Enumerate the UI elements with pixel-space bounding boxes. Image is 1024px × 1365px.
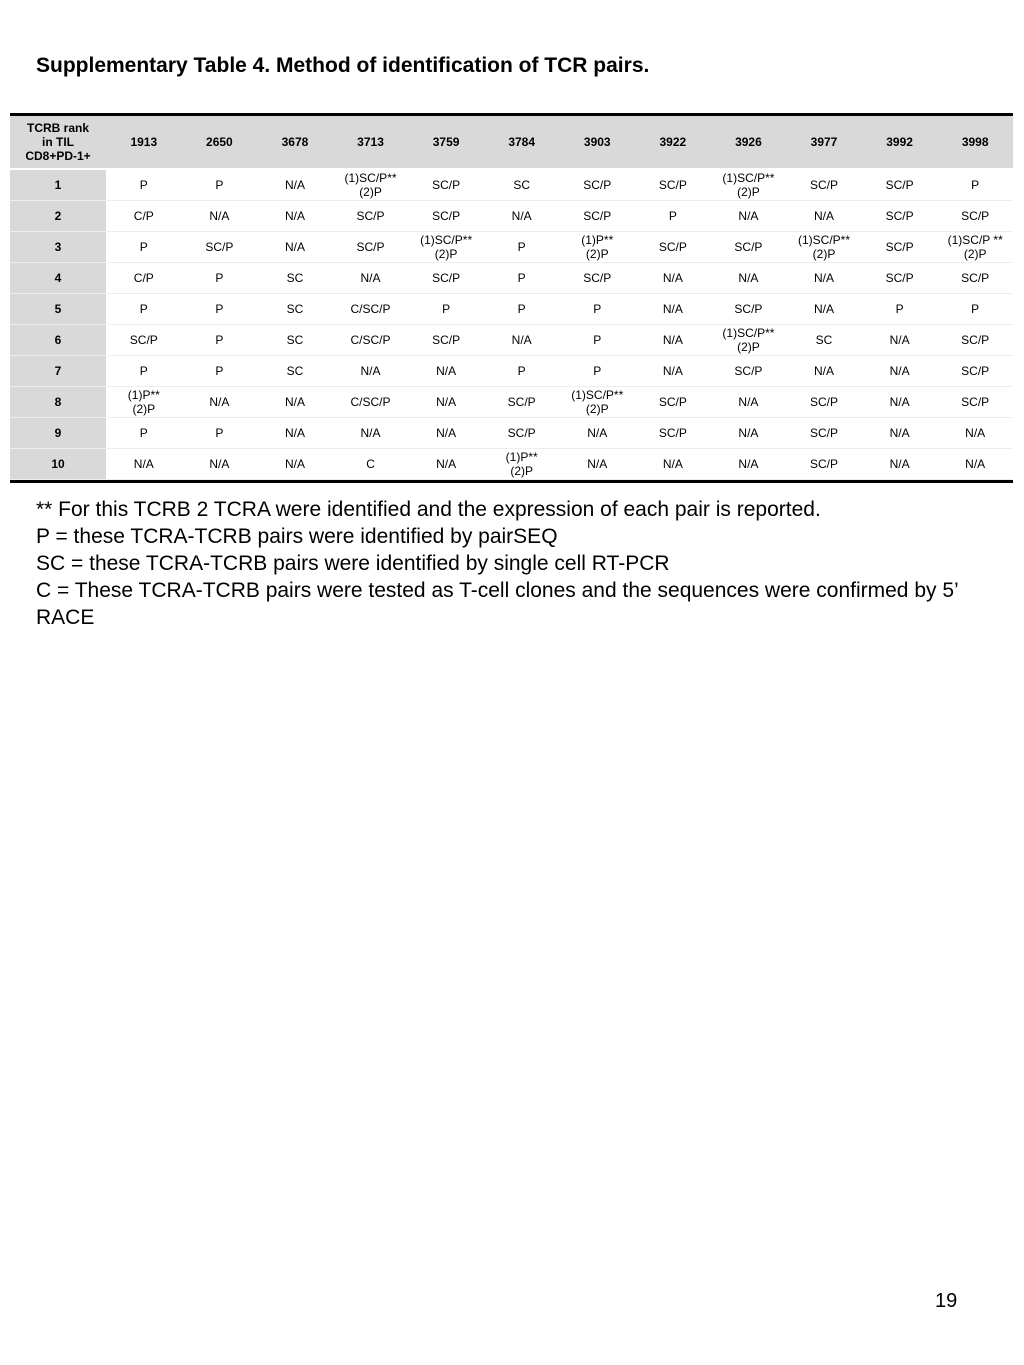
table-cell: P bbox=[106, 231, 182, 262]
table-cell: N/A bbox=[257, 417, 333, 448]
table-cell: N/A bbox=[257, 200, 333, 231]
table-cell: N/A bbox=[484, 324, 560, 355]
table-cell: (1)SC/P** (2)P bbox=[333, 169, 409, 200]
table-cell: N/A bbox=[862, 417, 938, 448]
note-double-asterisk: ** For this TCRB 2 TCRA were identified and the expression of each pair is reported. bbox=[36, 498, 821, 521]
table-cell: SC/P bbox=[937, 386, 1013, 417]
tcr-pairs-table bbox=[10, 116, 1013, 480]
table-cell: P bbox=[182, 293, 258, 324]
table-cell: P bbox=[182, 262, 258, 293]
table-cell: SC/P bbox=[786, 169, 862, 200]
rank-cell: 8 bbox=[10, 386, 106, 417]
table-row bbox=[10, 200, 1013, 231]
table-cell: P bbox=[182, 355, 258, 386]
table-row bbox=[10, 448, 1013, 479]
column-header: 3903 bbox=[559, 116, 635, 169]
table-cell: N/A bbox=[786, 262, 862, 293]
table-cell: P bbox=[106, 169, 182, 200]
table-cell: SC/P bbox=[711, 355, 787, 386]
page-number: 19 bbox=[935, 1290, 958, 1312]
table-cell: P bbox=[182, 169, 258, 200]
table-cell: SC/P bbox=[786, 417, 862, 448]
table-cell: SC/P bbox=[635, 169, 711, 200]
table-cell: P bbox=[106, 293, 182, 324]
table-cell: P bbox=[559, 293, 635, 324]
table-cell: N/A bbox=[711, 417, 787, 448]
table-cell: SC bbox=[257, 355, 333, 386]
table-cell: SC/P bbox=[408, 324, 484, 355]
table-cell: N/A bbox=[182, 448, 258, 479]
table-cell: SC bbox=[257, 324, 333, 355]
table-cell: N/A bbox=[333, 355, 409, 386]
note-p-definition: P = these TCRA-TCRB pairs were identified by pairSEQ bbox=[36, 525, 558, 548]
table-cell: N/A bbox=[182, 200, 258, 231]
table-cell: N/A bbox=[635, 355, 711, 386]
table-cell: P bbox=[484, 293, 560, 324]
table-cell: N/A bbox=[559, 417, 635, 448]
table-cell: N/A bbox=[257, 386, 333, 417]
table-cell: N/A bbox=[862, 324, 938, 355]
table-cell: SC/P bbox=[862, 200, 938, 231]
table-cell: SC/P bbox=[408, 262, 484, 293]
table-cell: SC/P bbox=[408, 169, 484, 200]
rank-cell: 10 bbox=[10, 448, 106, 479]
table-cell: N/A bbox=[862, 355, 938, 386]
table-header-row bbox=[10, 116, 1013, 169]
table-cell: N/A bbox=[559, 448, 635, 479]
table-cell: SC bbox=[786, 324, 862, 355]
table-cell: SC/P bbox=[559, 262, 635, 293]
column-header: 3992 bbox=[862, 116, 938, 169]
table-cell: P bbox=[106, 417, 182, 448]
table-cell: N/A bbox=[635, 324, 711, 355]
table-row bbox=[10, 231, 1013, 262]
table-cell: SC/P bbox=[333, 200, 409, 231]
table-row bbox=[10, 417, 1013, 448]
table-cell: N/A bbox=[711, 200, 787, 231]
table-row bbox=[10, 355, 1013, 386]
table-cell: SC/P bbox=[182, 231, 258, 262]
rank-cell: 4 bbox=[10, 262, 106, 293]
table-cell: P bbox=[635, 200, 711, 231]
table-cell: C/SC/P bbox=[333, 324, 409, 355]
rank-cell: 1 bbox=[10, 169, 106, 200]
table-cell: SC/P bbox=[559, 200, 635, 231]
table-cell: P bbox=[182, 324, 258, 355]
table-cell: (1)P** (2)P bbox=[484, 448, 560, 479]
table-cell: (1)SC/P** (2)P bbox=[711, 324, 787, 355]
rank-cell: 9 bbox=[10, 417, 106, 448]
table-cell: SC/P bbox=[786, 448, 862, 479]
corner-header: TCRB rank in TIL CD8+PD-1+ bbox=[10, 116, 106, 169]
table-row bbox=[10, 324, 1013, 355]
column-header: 2650 bbox=[182, 116, 258, 169]
column-header: 3977 bbox=[786, 116, 862, 169]
table-cell: N/A bbox=[257, 448, 333, 479]
table-cell: (1)P** (2)P bbox=[106, 386, 182, 417]
table-cell: N/A bbox=[408, 448, 484, 479]
page-title: Supplementary Table 4. Method of identification of TCR pairs. bbox=[36, 54, 650, 77]
table-row bbox=[10, 169, 1013, 200]
table-cell: P bbox=[106, 355, 182, 386]
table-cell: N/A bbox=[182, 386, 258, 417]
table-cell: C/P bbox=[106, 262, 182, 293]
table-cell: C/SC/P bbox=[333, 386, 409, 417]
table-cell: SC/P bbox=[862, 262, 938, 293]
table-cell: N/A bbox=[333, 417, 409, 448]
table-cell: SC/P bbox=[862, 231, 938, 262]
table-cell: (1)SC/P ** (2)P bbox=[937, 231, 1013, 262]
table-cell: N/A bbox=[635, 262, 711, 293]
note-sc-definition: SC = these TCRA-TCRB pairs were identified by single cell RT-PCR bbox=[36, 552, 670, 575]
rank-cell: 5 bbox=[10, 293, 106, 324]
table-cell: P bbox=[484, 355, 560, 386]
table-cell: N/A bbox=[711, 386, 787, 417]
table-cell: SC/P bbox=[937, 324, 1013, 355]
table-cell: N/A bbox=[786, 293, 862, 324]
table-cell: (1)SC/P** (2)P bbox=[559, 386, 635, 417]
table-cell: SC/P bbox=[559, 169, 635, 200]
table-cell: P bbox=[484, 231, 560, 262]
table-cell: (1)SC/P** (2)P bbox=[408, 231, 484, 262]
table-cell: SC/P bbox=[408, 200, 484, 231]
column-header: 3759 bbox=[408, 116, 484, 169]
table-cell: N/A bbox=[408, 386, 484, 417]
table-cell: SC/P bbox=[484, 417, 560, 448]
table-cell: SC/P bbox=[862, 169, 938, 200]
table-cell: SC/P bbox=[711, 231, 787, 262]
table-cell: N/A bbox=[937, 417, 1013, 448]
table-row bbox=[10, 293, 1013, 324]
table-notes bbox=[36, 496, 1006, 631]
table-cell: N/A bbox=[862, 448, 938, 479]
table-cell: SC/P bbox=[106, 324, 182, 355]
column-header: 3922 bbox=[635, 116, 711, 169]
table-cell: P bbox=[182, 417, 258, 448]
table-cell: P bbox=[408, 293, 484, 324]
table-cell: SC bbox=[257, 262, 333, 293]
table-cell: C/P bbox=[106, 200, 182, 231]
table-cell: SC/P bbox=[937, 200, 1013, 231]
rank-cell: 2 bbox=[10, 200, 106, 231]
table-cell: N/A bbox=[711, 448, 787, 479]
table-cell: (1)SC/P** (2)P bbox=[786, 231, 862, 262]
table-cell: N/A bbox=[106, 448, 182, 479]
tcr-pairs-table-container bbox=[10, 113, 1013, 483]
table-cell: N/A bbox=[635, 448, 711, 479]
table-cell: SC bbox=[257, 293, 333, 324]
column-header: 3784 bbox=[484, 116, 560, 169]
column-header: 3678 bbox=[257, 116, 333, 169]
rank-cell: 7 bbox=[10, 355, 106, 386]
table-cell: SC/P bbox=[937, 355, 1013, 386]
table-cell: SC/P bbox=[635, 386, 711, 417]
table-cell: C bbox=[333, 448, 409, 479]
table-cell: (1)P** (2)P bbox=[559, 231, 635, 262]
note-c-definition: C = These TCRA-TCRB pairs were tested as T-cell clones and the sequences were confirmed by 5’ RACE bbox=[36, 579, 958, 629]
table-cell: N/A bbox=[257, 231, 333, 262]
table-cell: N/A bbox=[408, 355, 484, 386]
table-cell: N/A bbox=[408, 417, 484, 448]
table-cell: P bbox=[937, 169, 1013, 200]
table-cell: N/A bbox=[937, 448, 1013, 479]
table-cell: P bbox=[559, 355, 635, 386]
table-cell: C/SC/P bbox=[333, 293, 409, 324]
table-cell: SC/P bbox=[635, 231, 711, 262]
table-cell: P bbox=[862, 293, 938, 324]
table-cell: N/A bbox=[862, 386, 938, 417]
table-cell: SC/P bbox=[937, 262, 1013, 293]
column-header: 3713 bbox=[333, 116, 409, 169]
table-cell: N/A bbox=[333, 262, 409, 293]
table-cell: P bbox=[559, 324, 635, 355]
table-cell: SC/P bbox=[484, 386, 560, 417]
table-cell: N/A bbox=[711, 262, 787, 293]
table-cell: SC/P bbox=[786, 386, 862, 417]
table-cell: N/A bbox=[786, 200, 862, 231]
table-row bbox=[10, 386, 1013, 417]
column-header: 1913 bbox=[106, 116, 182, 169]
column-header: 3926 bbox=[711, 116, 787, 169]
table-cell: (1)SC/P** (2)P bbox=[711, 169, 787, 200]
table-cell: SC/P bbox=[333, 231, 409, 262]
table-body bbox=[10, 169, 1013, 479]
table-cell: P bbox=[484, 262, 560, 293]
table-cell: N/A bbox=[786, 355, 862, 386]
table-cell: N/A bbox=[257, 169, 333, 200]
table-cell: SC/P bbox=[635, 417, 711, 448]
column-header: 3998 bbox=[937, 116, 1013, 169]
table-cell: SC/P bbox=[711, 293, 787, 324]
rank-cell: 3 bbox=[10, 231, 106, 262]
table-row bbox=[10, 262, 1013, 293]
table-cell: N/A bbox=[635, 293, 711, 324]
rank-cell: 6 bbox=[10, 324, 106, 355]
table-cell: P bbox=[937, 293, 1013, 324]
table-cell: SC bbox=[484, 169, 560, 200]
table-cell: N/A bbox=[484, 200, 560, 231]
